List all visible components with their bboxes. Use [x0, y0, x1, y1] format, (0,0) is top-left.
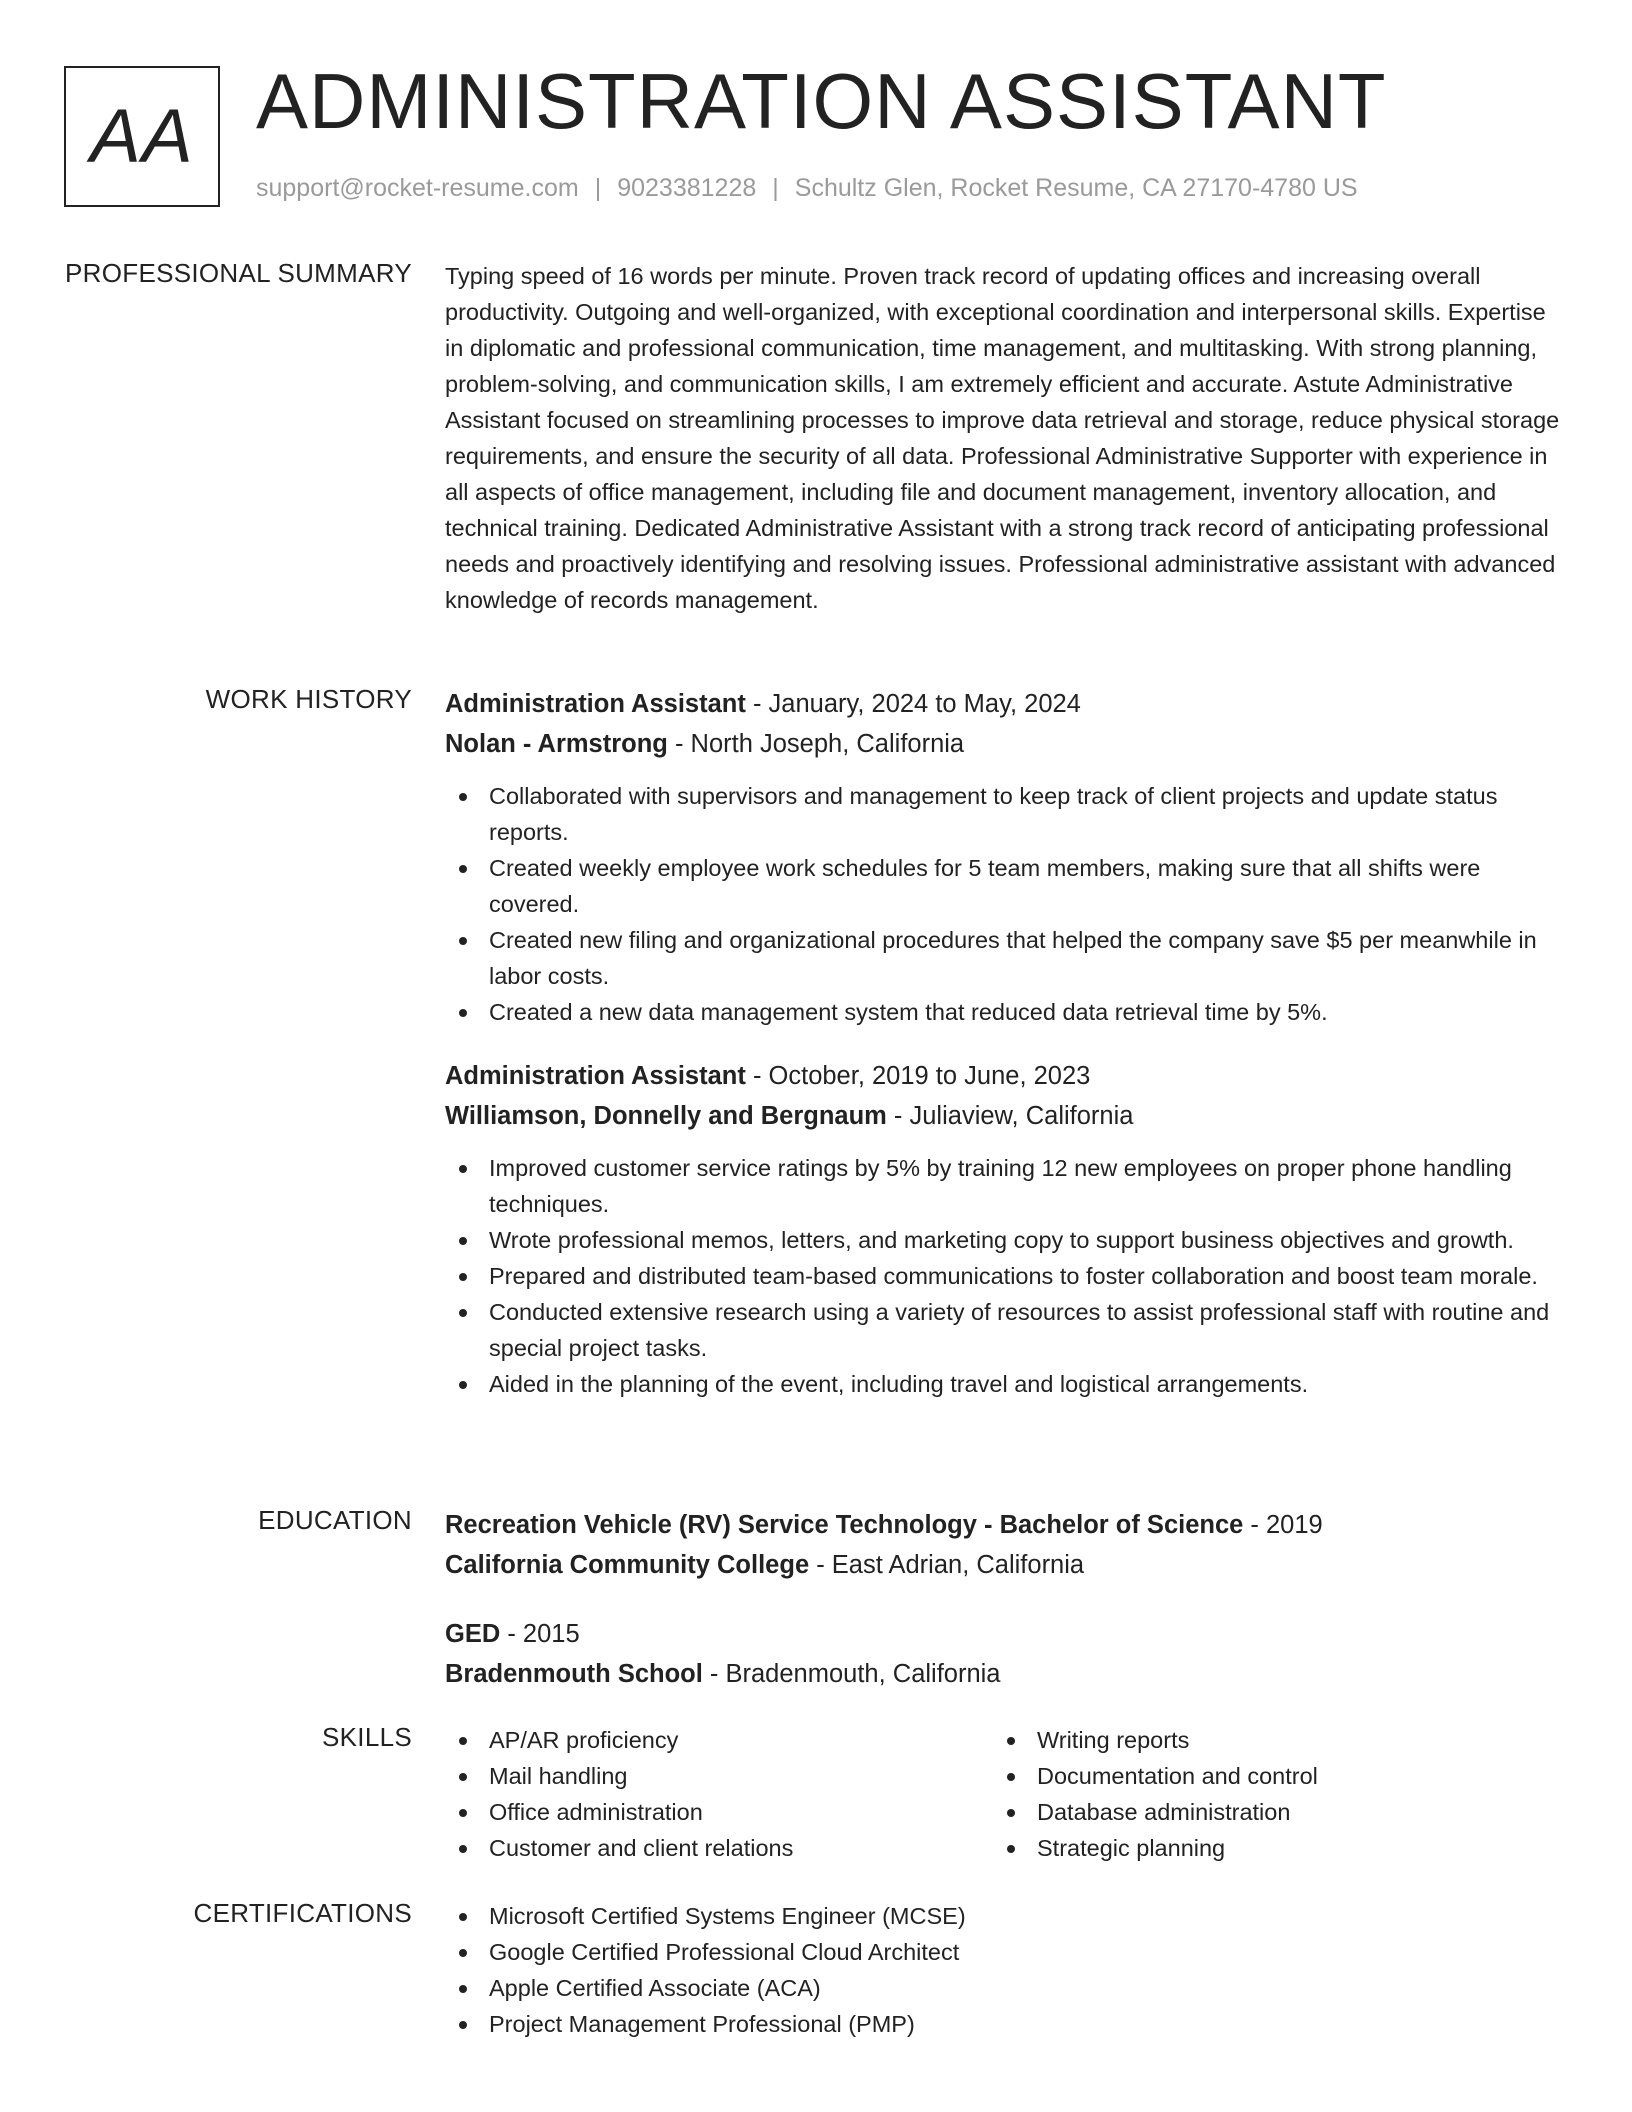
summary-text: Typing speed of 16 words per minute. Proven track record of updating offices and increasing overall productivity. Outgoing and well-organized, with exceptional coordination and interpersonal skills. Expertise in diplomatic and professional communication, time management, and multitasking. With strong planning, problem-solving, and communication skills, I am extremely efficient and accurate. Astute Administrative Assistant focused on streamlining processes to improve data retrieval and storage, reduce physical storage requirements, and ensure the security of all data. Professional Administrative Supporter with experience in all aspects of office management, including file and document management, inventory allocation, and technical training. Dedicated Administrative Assistant with a strong track record of anticipating professional needs and proactively identifying and resolving issues. Professional administrative assistant with advanced knowledge of records management.	[445, 263, 1560, 613]
job-bullet-text: Created a new data management system that reduced data retrieval time by 5%.	[489, 999, 1328, 1025]
school-line	[445, 1654, 1565, 1694]
bullet-icon	[459, 1985, 467, 1993]
certification-text: Microsoft Certified Systems Engineer (MCSE)	[489, 1903, 966, 1929]
section-title-work-history: WORK HISTORY	[205, 684, 412, 714]
skill-item	[993, 1830, 1541, 1866]
job-bullets	[445, 1150, 1565, 1402]
school-line	[445, 1545, 1565, 1585]
skill-item	[993, 1722, 1541, 1758]
section-title-education: EDUCATION	[258, 1505, 412, 1535]
section-title-certifications: CERTIFICATIONS	[193, 1898, 412, 1928]
job-company: Williamson, Donnelly and Bergnaum	[445, 1102, 887, 1130]
job-bullet-text: Created new filing and organizational procedures that helped the company save $5 per meanwhile in labor costs.	[489, 927, 1537, 989]
job-entry	[445, 684, 1565, 1030]
section-title-skills: SKILLS	[322, 1722, 412, 1752]
contact-line	[256, 174, 1358, 203]
job-bullet	[445, 922, 1565, 994]
degree-line	[445, 1505, 1565, 1545]
job-location: - North Joseph, California	[667, 730, 965, 758]
bullet-icon	[459, 1845, 467, 1853]
bullet-icon	[459, 1809, 467, 1817]
job-company: Nolan - Armstrong	[445, 730, 668, 758]
skill-text: Mail handling	[489, 1763, 628, 1789]
education-entry	[445, 1614, 1565, 1694]
job-title-line	[445, 1056, 1565, 1096]
skill-text: Office administration	[489, 1799, 703, 1825]
job-bullet	[445, 994, 1565, 1030]
bullet-icon	[459, 937, 467, 945]
job-bullet	[445, 850, 1565, 922]
contact-separator: |	[594, 174, 602, 202]
bullet-icon	[459, 1737, 467, 1745]
bullet-icon	[459, 1309, 467, 1317]
job-company-line	[445, 1096, 1565, 1136]
skill-text: Customer and client relations	[489, 1835, 794, 1861]
job-bullet	[445, 1222, 1565, 1258]
bullet-icon	[459, 1237, 467, 1245]
certifications-list	[445, 1898, 1565, 2042]
skill-item	[445, 1830, 993, 1866]
certification-item	[445, 2006, 1565, 2042]
contact-separator: |	[772, 174, 779, 202]
education-entry	[445, 1505, 1565, 1585]
skill-item	[993, 1794, 1541, 1830]
job-bullet	[445, 778, 1565, 850]
job-bullet-text: Aided in the planning of the event, including travel and logistical arrangements.	[489, 1371, 1309, 1397]
job-bullet-text: Prepared and distributed team-based communications to foster collaboration and boost team morale.	[489, 1263, 1538, 1289]
job-bullet	[445, 1150, 1565, 1222]
skills-column-right	[993, 1722, 1541, 1866]
degree: Recreation Vehicle (RV) Service Technology - Bachelor of Science	[445, 1511, 1244, 1539]
bullet-icon	[459, 1273, 467, 1281]
job-bullet	[445, 1294, 1565, 1366]
certification-item	[445, 1898, 1565, 1934]
certification-text: Google Certified Professional Cloud Architect	[489, 1939, 960, 1965]
degree: GED	[445, 1620, 501, 1648]
job-role: Administration Assistant	[445, 690, 746, 718]
skill-text: Strategic planning	[1037, 1835, 1226, 1861]
email-link[interactable]: support@rocket-resume.com	[256, 174, 579, 202]
phone-number: 9023381228	[617, 174, 757, 202]
skill-item	[993, 1758, 1541, 1794]
bullet-icon	[459, 1773, 467, 1781]
certification-item	[445, 1934, 1565, 1970]
certification-item	[445, 1970, 1565, 2006]
bullet-icon	[1007, 1737, 1015, 1745]
resume-title: ADMINISTRATION ASSISTANT	[256, 57, 1387, 145]
skill-item	[445, 1794, 993, 1830]
job-company-line	[445, 724, 1565, 764]
job-role: Administration Assistant	[445, 1062, 746, 1090]
degree-year: - 2015	[500, 1620, 580, 1648]
monogram-logo: AA	[64, 66, 220, 207]
skill-text: AP/AR proficiency	[489, 1727, 679, 1753]
section-title-summary: PROFESSIONAL SUMMARY	[65, 258, 412, 288]
job-entry	[445, 1056, 1565, 1402]
address: Schultz Glen, Rocket Resume, CA 27170-4780 US	[794, 174, 1358, 202]
job-bullet-text: Conducted extensive research using a variety of resources to assist professional staff with routine and special project tasks.	[489, 1299, 1550, 1361]
job-bullet-text: Created weekly employee work schedules for 5 team members, making sure that all shifts were covered.	[489, 855, 1481, 917]
school-location: - East Adrian, California	[809, 1551, 1085, 1579]
job-bullets	[445, 778, 1565, 1030]
bullet-icon	[459, 1009, 467, 1017]
bullet-icon	[459, 1913, 467, 1921]
bullet-icon	[459, 2021, 467, 2029]
degree-line	[445, 1614, 1565, 1654]
job-title-line	[445, 684, 1565, 724]
job-bullet	[445, 1258, 1565, 1294]
skills-column-left	[445, 1722, 993, 1866]
bullet-icon	[459, 1381, 467, 1389]
job-bullet-text: Wrote professional memos, letters, and marketing copy to support business objectives and growth.	[489, 1227, 1514, 1253]
bullet-icon	[459, 1949, 467, 1957]
bullet-icon	[459, 793, 467, 801]
school: Bradenmouth School	[445, 1660, 703, 1688]
school-location: - Bradenmouth, California	[702, 1660, 1001, 1688]
skill-text: Database administration	[1037, 1799, 1291, 1825]
certification-text: Project Management Professional (PMP)	[489, 2011, 915, 2037]
bullet-icon	[459, 865, 467, 873]
job-dates: - October, 2019 to June, 2023	[745, 1062, 1091, 1090]
job-dates: - January, 2024 to May, 2024	[745, 690, 1081, 718]
bullet-icon	[459, 1165, 467, 1173]
bullet-icon	[1007, 1845, 1015, 1853]
school: California Community College	[445, 1551, 810, 1579]
skill-item	[445, 1758, 993, 1794]
job-location: - Juliaview, California	[886, 1102, 1134, 1130]
certification-text: Apple Certified Associate (ACA)	[489, 1975, 821, 2001]
skills-grid	[445, 1722, 1565, 1866]
job-bullet-text: Collaborated with supervisors and management to keep track of client projects and update status reports.	[489, 783, 1498, 845]
bullet-icon	[1007, 1809, 1015, 1817]
skill-text: Writing reports	[1037, 1727, 1190, 1753]
bullet-icon	[1007, 1773, 1015, 1781]
job-bullet-text: Improved customer service ratings by 5% by training 12 new employees on proper phone handling techniques.	[489, 1155, 1512, 1217]
skill-text: Documentation and control	[1037, 1763, 1318, 1789]
skill-item	[445, 1722, 993, 1758]
job-bullet	[445, 1366, 1565, 1402]
degree-year: - 2019	[1243, 1511, 1323, 1539]
